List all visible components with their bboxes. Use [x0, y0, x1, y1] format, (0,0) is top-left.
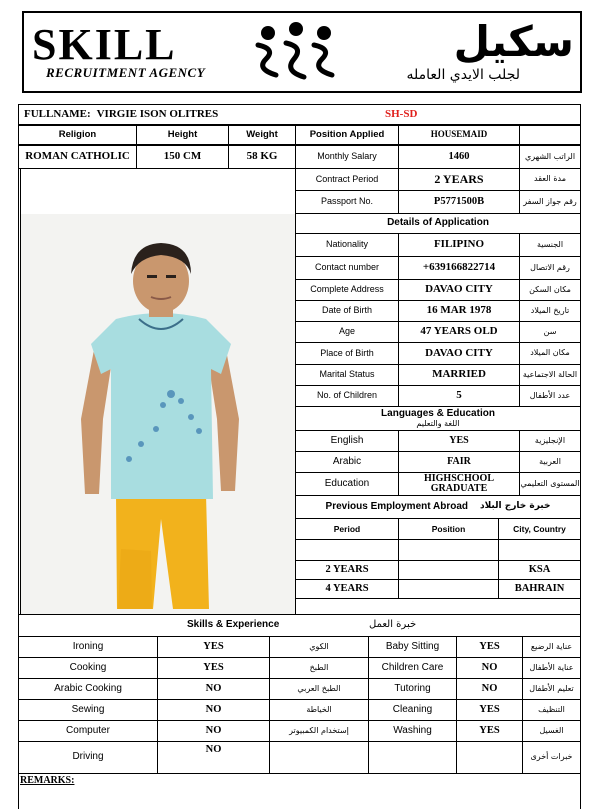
- employment-title-cell: [295, 495, 581, 519]
- skill-arabic: تعليم الأطفال: [522, 678, 581, 700]
- details-title: Details of Application: [295, 213, 581, 234]
- skills-title-arabic: خبرة العمل: [369, 619, 417, 631]
- employment-spacer: [295, 598, 581, 615]
- details-arabic: مكان الميلاد: [519, 342, 581, 365]
- skill-value: [456, 741, 523, 774]
- skill-label: Driving: [18, 741, 158, 774]
- salary-label: Monthly Salary: [295, 145, 399, 169]
- details-arabic: الجنسية: [519, 233, 581, 257]
- details-label: Complete Address: [295, 279, 399, 301]
- contract-arabic: مدة العقد: [519, 168, 581, 191]
- skill-value: YES: [456, 720, 523, 742]
- brand-name: SKILL: [32, 20, 177, 69]
- skill-label: Cleaning: [368, 699, 457, 721]
- position-arabic-empty: [519, 125, 581, 145]
- languages-title-cell: [295, 406, 581, 431]
- fullname-value: VIRGIE ISON OLITRES: [96, 107, 219, 120]
- salary-value: 1460: [398, 145, 520, 169]
- applicant-code: SH-SD: [385, 107, 418, 120]
- details-label: Place of Birth: [295, 342, 399, 365]
- skill-value: YES: [456, 636, 523, 658]
- applicant-portrait-icon: [21, 169, 297, 616]
- language-value: HIGHSCHOOL GRADUATE: [398, 472, 520, 496]
- skill-label: Sewing: [18, 699, 158, 721]
- details-arabic: سن: [519, 321, 581, 343]
- applicant-photo: [20, 168, 296, 615]
- skill-label: Computer: [18, 720, 158, 742]
- details-value: 16 MAR 1978: [398, 300, 520, 322]
- skill-value: YES: [456, 699, 523, 721]
- employment-header: Period: [295, 518, 399, 540]
- skill-value: NO: [157, 741, 270, 774]
- skill-arabic: الغسيل: [522, 720, 581, 742]
- details-value: DAVAO CITY: [398, 342, 520, 365]
- language-value: FAIR: [398, 451, 520, 473]
- languages-title: Languages & Education: [381, 408, 495, 420]
- fullname-row: [18, 104, 581, 125]
- brand-tagline-arabic: لجلب الايدي العامله: [406, 67, 520, 83]
- skill-label: Ironing: [18, 636, 158, 658]
- passport-value: P5771500B: [398, 190, 520, 214]
- skill-arabic: [269, 741, 369, 774]
- skill-arabic: الطبخ العربي: [269, 678, 369, 700]
- skill-label: Children Care: [368, 657, 457, 679]
- skill-value: NO: [157, 678, 270, 700]
- details-value: 47 YEARS OLD: [398, 321, 520, 343]
- skill-arabic: الخياطة: [269, 699, 369, 721]
- skill-label: Arabic Cooking: [18, 678, 158, 700]
- contract-label: Contract Period: [295, 168, 399, 191]
- brand-name-arabic: سكيل: [453, 17, 574, 66]
- skill-arabic: إستخدام الكمبيوتر: [269, 720, 369, 742]
- language-value: YES: [398, 430, 520, 452]
- brand-tagline: RECRUITMENT AGENCY: [46, 65, 206, 80]
- details-arabic: تاريخ الميلاد: [519, 300, 581, 322]
- agency-header: [22, 11, 582, 93]
- skill-arabic: خبرات أخرى: [522, 741, 581, 774]
- religion-header: Religion: [18, 125, 137, 145]
- skill-label: Tutoring: [368, 678, 457, 700]
- skill-label: Washing: [368, 720, 457, 742]
- weight-value: 58 KG: [228, 145, 296, 169]
- skill-arabic: عناية الرضيع: [522, 636, 581, 658]
- skill-label: Cooking: [18, 657, 158, 679]
- details-arabic: رقم الاتصال: [519, 256, 581, 280]
- skill-arabic: التنظيف: [522, 699, 581, 721]
- skill-arabic: عناية الأطفال: [522, 657, 581, 679]
- passport-label: Passport No.: [295, 190, 399, 214]
- skill-value: YES: [157, 657, 270, 679]
- fullname-label: FULLNAME:: [24, 107, 91, 120]
- height-header: Height: [136, 125, 229, 145]
- language-label: Education: [295, 472, 399, 496]
- remarks-label: REMARKS:: [20, 775, 75, 786]
- employment-header: City, Country: [498, 518, 581, 540]
- employment-cell: BAHRAIN: [498, 579, 581, 599]
- language-label: English: [295, 430, 399, 452]
- religion-value: ROMAN CATHOLIC: [18, 145, 137, 169]
- employment-cell: [295, 539, 399, 561]
- skills-title: Skills & Experience: [187, 619, 280, 631]
- employment-cell: 2 YEARS: [295, 560, 399, 580]
- details-label: Age: [295, 321, 399, 343]
- skill-label: Baby Sitting: [368, 636, 457, 658]
- skill-label: [368, 741, 457, 774]
- details-label: Marital Status: [295, 364, 399, 386]
- details-label: Nationality: [295, 233, 399, 257]
- skill-value: NO: [157, 699, 270, 721]
- position-label: Position Applied: [295, 125, 399, 145]
- employment-cell: [398, 560, 499, 580]
- salary-arabic: الراتب الشهري: [519, 145, 581, 169]
- employment-cell: 4 YEARS: [295, 579, 399, 599]
- details-value: DAVAO CITY: [398, 279, 520, 301]
- skill-value: NO: [157, 720, 270, 742]
- skill-value: NO: [456, 657, 523, 679]
- details-value: MARRIED: [398, 364, 520, 386]
- skill-value: YES: [157, 636, 270, 658]
- details-label: Date of Birth: [295, 300, 399, 322]
- language-label: Arabic: [295, 451, 399, 473]
- skill-arabic: الكوي: [269, 636, 369, 658]
- employment-cell: [498, 539, 581, 561]
- height-value: 150 CM: [136, 145, 229, 169]
- passport-arabic: رقم جواز السفر: [519, 190, 581, 214]
- employment-cell: [398, 539, 499, 561]
- weight-header: Weight: [228, 125, 296, 145]
- agency-logo-icon: [246, 19, 346, 85]
- employment-cell: [398, 579, 499, 599]
- skill-arabic: الطبخ: [269, 657, 369, 679]
- employment-header: Position: [398, 518, 499, 540]
- employment-cell: KSA: [498, 560, 581, 580]
- skill-value: NO: [456, 678, 523, 700]
- position-value: HOUSEMAID: [398, 125, 520, 145]
- details-arabic: عدد الأطفال: [519, 385, 581, 407]
- employment-title-arabic: خبرة خارج البلاد: [479, 501, 551, 512]
- details-value: +639166822714: [398, 256, 520, 280]
- skills-title-cell: [18, 614, 581, 637]
- details-arabic: الحالة الاجتماعية: [519, 364, 581, 386]
- employment-title: Previous Employment Abroad: [325, 500, 468, 512]
- details-label: Contact number: [295, 256, 399, 280]
- details-value: FILIPINO: [398, 233, 520, 257]
- details-value: 5: [398, 385, 520, 407]
- language-arabic: الإنجليزية: [519, 430, 581, 452]
- language-arabic: العربية: [519, 451, 581, 473]
- details-label: No. of Children: [295, 385, 399, 407]
- language-arabic: المستوى التعليمي: [519, 472, 581, 496]
- languages-title-arabic: اللغة والتعليم: [416, 418, 460, 428]
- contract-value: 2 YEARS: [398, 168, 520, 191]
- details-arabic: مكان السكن: [519, 279, 581, 301]
